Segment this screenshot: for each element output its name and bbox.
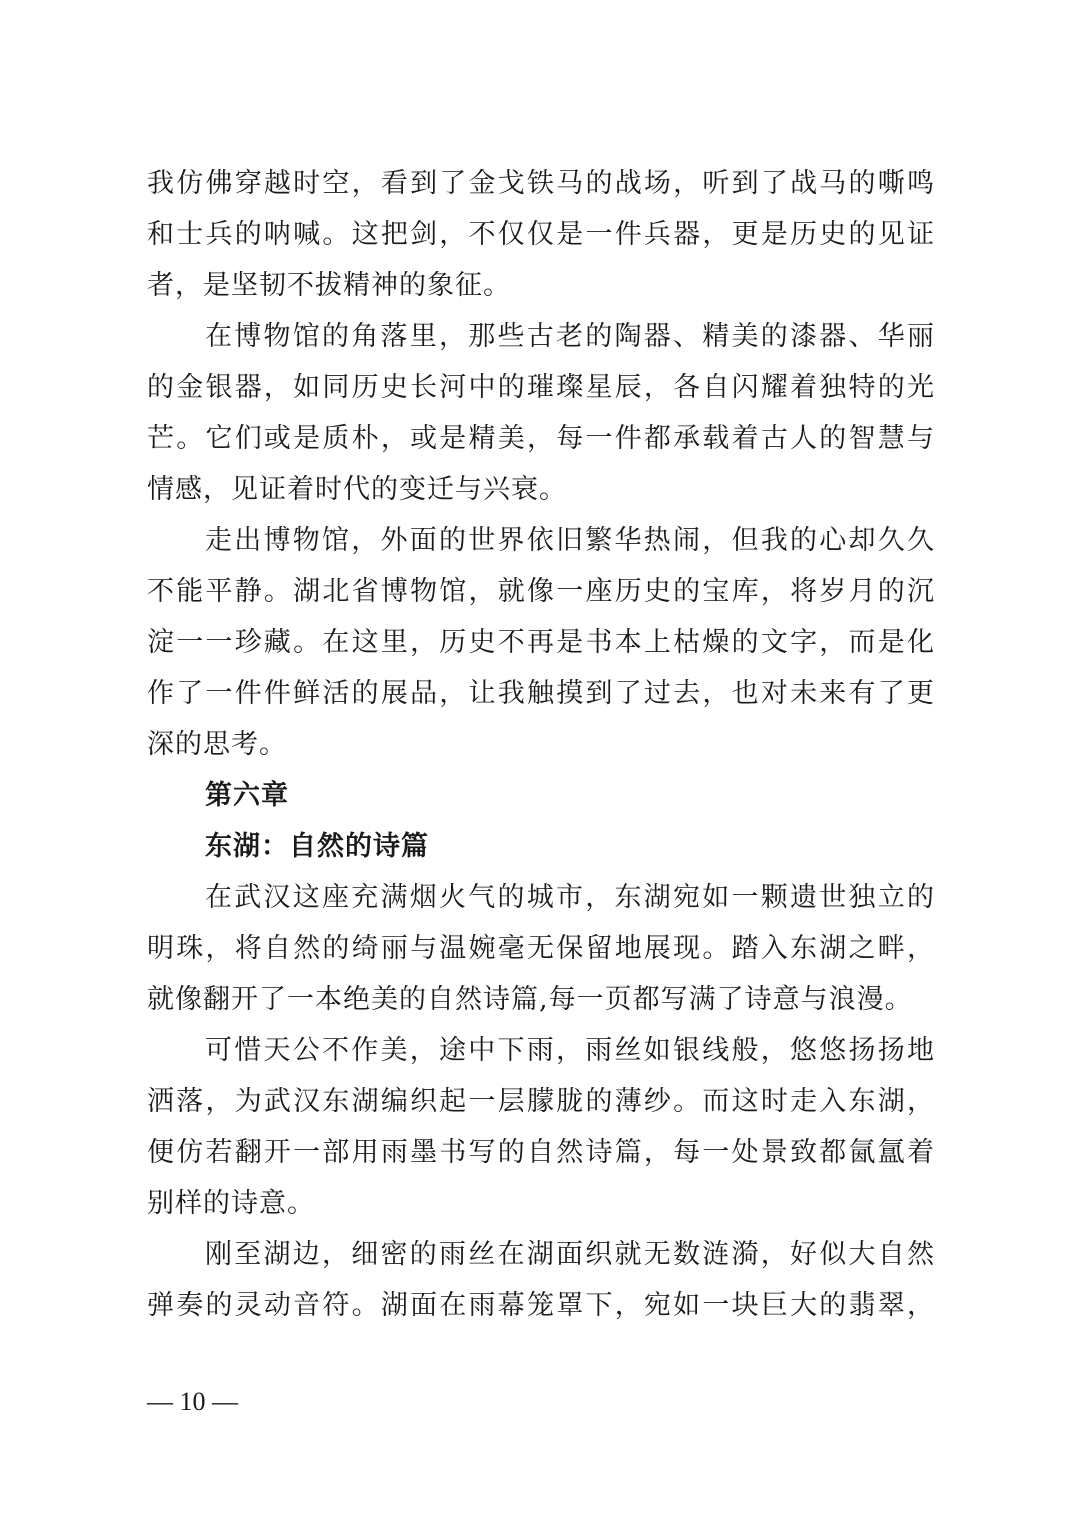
text-line: 洒落，为武汉东湖编织起一层朦胧的薄纱。而这时走入东湖， <box>147 1086 935 1117</box>
text-line: 在武汉这座充满烟火气的城市，东湖宛如一颗遗世独立的 <box>205 882 935 913</box>
paragraph <box>147 158 935 311</box>
paragraph <box>147 872 935 1025</box>
text-line: 芒。它们或是质朴，或是精美，每一件都承载着古人的智慧与 <box>147 423 935 454</box>
text-line: 我仿佛穿越时空，看到了金戈铁马的战场，听到了战马的嘶鸣 <box>147 168 935 199</box>
text-line: 淀一一珍藏。在这里，历史不再是书本上枯燥的文字，而是化 <box>147 627 935 658</box>
paragraph <box>147 515 935 770</box>
text-line: 可惜天公不作美，途中下雨，雨丝如银线般，悠悠扬扬地 <box>205 1035 935 1066</box>
text-line: 情感，见证着时代的变迁与兴衰。 <box>147 474 567 505</box>
text-line: 不能平静。湖北省博物馆，就像一座历史的宝库，将岁月的沉 <box>147 576 935 607</box>
page-number: — 10 — <box>147 1387 238 1416</box>
text-line: 弹奏的灵动音符。湖面在雨幕笼罩下，宛如一块巨大的翡翠， <box>147 1290 935 1321</box>
text-line: 和士兵的呐喊。这把剑，不仅仅是一件兵器，更是历史的见证 <box>147 219 935 250</box>
text-line: 明珠，将自然的绮丽与温婉毫无保留地展现。踏入东湖之畔， <box>147 933 935 964</box>
text-line: 别样的诗意。 <box>147 1188 315 1219</box>
chapter-label: 第六章 <box>205 780 289 811</box>
paragraph <box>147 1229 935 1331</box>
paragraph <box>147 1025 935 1229</box>
text-line: 的金银器，如同历史长河中的璀璨星辰，各自闪耀着独特的光 <box>147 372 935 403</box>
text-line: 者，是坚韧不拔精神的象征。 <box>147 270 511 301</box>
text-line: 作了一件件鲜活的展品，让我触摸到了过去，也对未来有了更 <box>147 678 935 709</box>
document-body <box>147 158 935 1331</box>
text-line: 刚至湖边，细密的雨丝在湖面织就无数涟漪，好似大自然 <box>205 1239 935 1270</box>
text-line: 便仿若翻开一部用雨墨书写的自然诗篇，每一处景致都氤氲着 <box>147 1137 935 1168</box>
text-line: 就像翻开了一本绝美的自然诗篇,每一页都写满了诗意与浪漫。 <box>147 984 913 1015</box>
text-line: 在博物馆的角落里，那些古老的陶器、精美的漆器、华丽 <box>205 321 935 352</box>
text-line: 深的思考。 <box>147 729 287 760</box>
chapter-title: 东湖：自然的诗篇 <box>205 831 429 862</box>
text-line: 走出博物馆，外面的世界依旧繁华热闹，但我的心却久久 <box>205 525 935 556</box>
paragraph <box>147 311 935 515</box>
